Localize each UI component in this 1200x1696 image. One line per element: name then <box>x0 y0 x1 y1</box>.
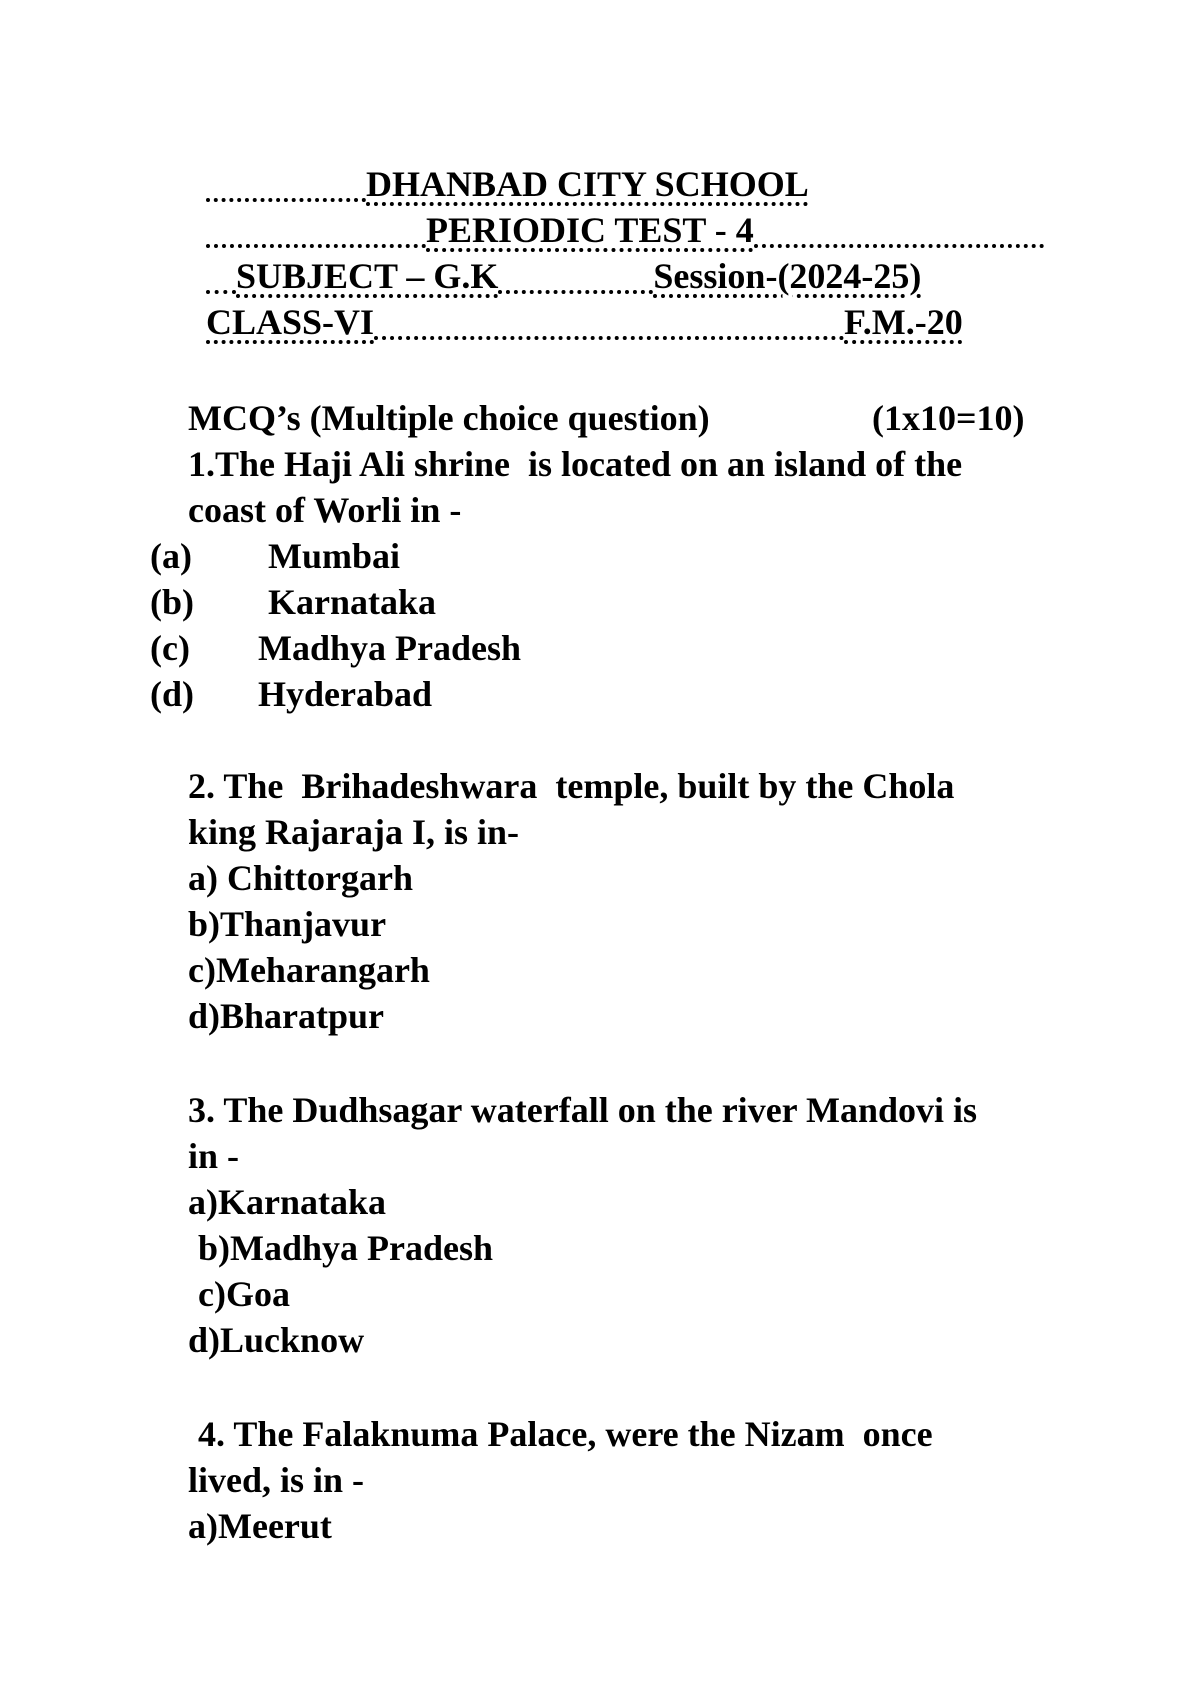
question-4-option-a: a)Meerut <box>188 1506 332 1546</box>
school-name: DHANBAD CITY SCHOOL <box>366 164 809 204</box>
question-3-line-2: in - <box>188 1136 240 1176</box>
question-3-option-b: b)Madhya Pradesh <box>198 1228 494 1268</box>
question-1-option-d-text: Hyderabad <box>258 674 433 714</box>
question-1-line-2: coast of Worli in - <box>188 490 462 530</box>
section-title: MCQ’s (Multiple choice question) <box>188 398 710 438</box>
question-1-line-1: 1.The Haji Ali shrine is located on an island of the <box>188 444 963 484</box>
dotted-leader <box>374 336 844 340</box>
question-1-option-b-text: Karnataka <box>268 582 437 622</box>
session-label: Session-(2024-25) <box>653 256 922 296</box>
question-1-option-d-letter: (d) <box>150 674 194 714</box>
subject-label: SUBJECT – G.K <box>236 256 499 296</box>
question-1-option-a-letter: (a) <box>150 536 192 576</box>
question-2-option-d: d)Bharatpur <box>188 996 385 1036</box>
question-2-option-c: c)Meharangarh <box>188 950 430 990</box>
question-1-option-a-text: Mumbai <box>268 536 401 576</box>
question-2-line-1: 2. The Brihadeshwara temple, built by the Chola <box>188 766 955 806</box>
test-title: PERIODIC TEST - 4 <box>426 210 754 250</box>
question-1-option-c-letter: (c) <box>150 628 190 668</box>
question-3-option-a: a)Karnataka <box>188 1182 386 1222</box>
question-1-option-b-letter: (b) <box>150 582 194 622</box>
question-3-option-c: c)Goa <box>198 1274 290 1314</box>
question-2-option-a: a) Chittorgarh <box>188 858 413 898</box>
fm-label: F.M.-20 <box>844 302 963 342</box>
question-4-line-2: lived, is in - <box>188 1460 365 1500</box>
header-class-line <box>188 256 963 344</box>
question-1-option-c-text: Madhya Pradesh <box>258 628 522 668</box>
question-2-option-b: b)Thanjavur <box>188 904 387 944</box>
question-3-option-d: d)Lucknow <box>188 1320 365 1360</box>
section-marks: (1x10=10) <box>872 398 1025 438</box>
class-label: CLASS-VI <box>206 302 375 342</box>
question-3-line-1: 3. The Dudhsagar waterfall on the river Mandovi is <box>188 1090 978 1130</box>
question-4-line-1: 4. The Falaknuma Palace, were the Nizam once <box>198 1414 933 1454</box>
question-2-line-2: king Rajaraja I, is in- <box>188 812 520 852</box>
